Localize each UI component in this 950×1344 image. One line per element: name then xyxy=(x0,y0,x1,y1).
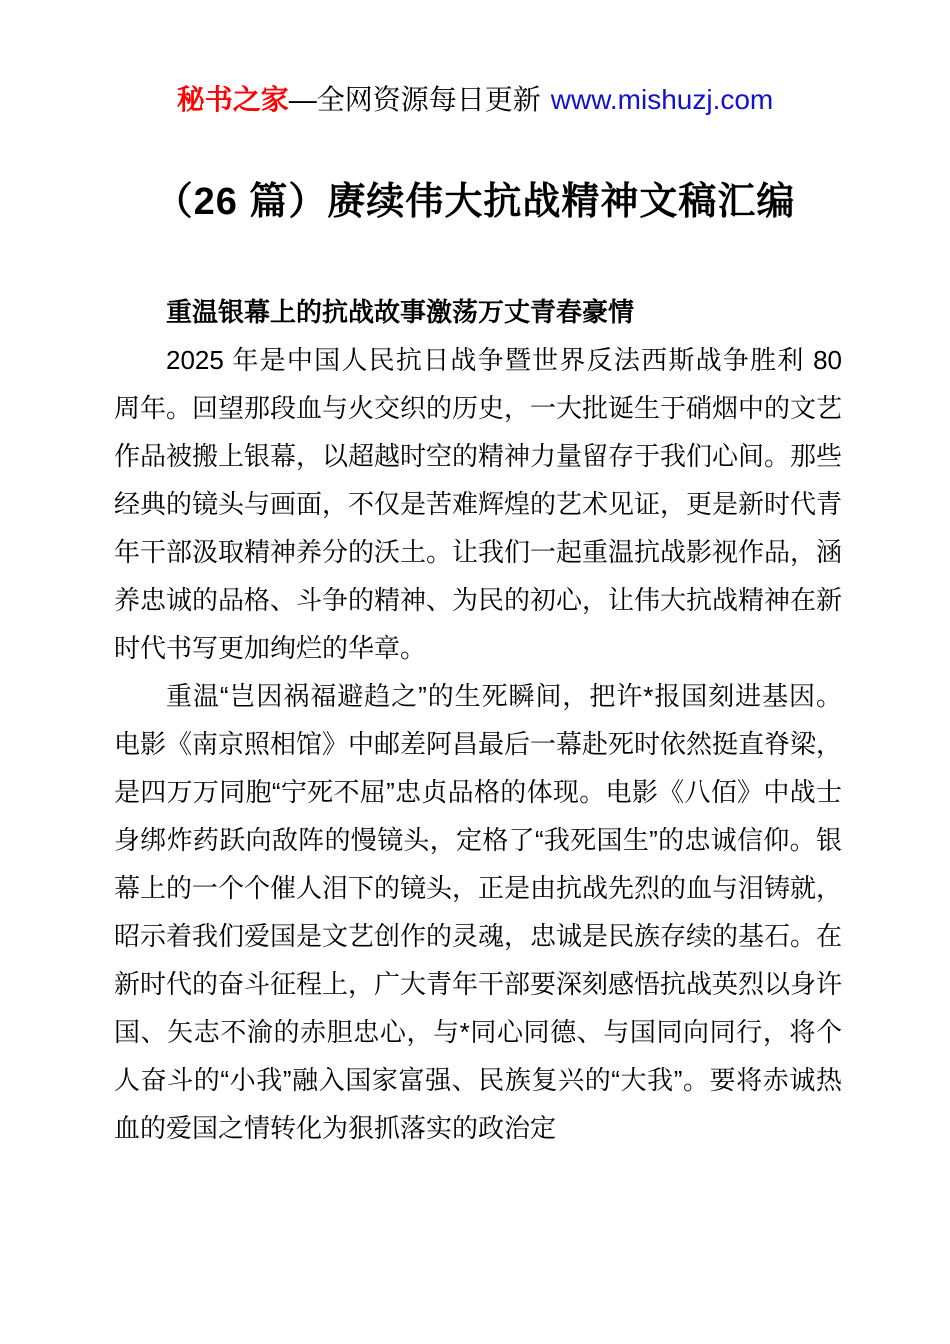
document-body xyxy=(114,288,842,1152)
site-brand: 秘书之家 xyxy=(176,84,289,115)
site-tagline: —全网资源每日更新 xyxy=(288,84,541,115)
body-paragraph: 重温“岂因祸福避趋之”的生死瞬间，把许*报国刻进基因。电影《南京照相馆》中邮差阿昌最后一幕赴死时依然挺直脊梁，是四万万同胞“宁死不屈”忠贞品格的体现。电影《八佰》中战士身绑炸药跃向敌阵的慢镜头，定格了“我死国生”的忠诚信仰。银幕上的一个个催人泪下的镜头，正是由抗战先烈的血与泪铸就，昭示着我们爱国是文艺创作的灵魂，忠诚是民族存续的基石。在新时代的奋斗征程上，广大青年干部要深刻感悟抗战英烈以身许国、矢志不渝的赤胆忠心，与*同心同德、与国同向同行，将个人奋斗的“小我”融入国家富强、民族复兴的“大我”。要将赤诚热血的爱国之情转化为狠抓落实的政治定 xyxy=(114,681,843,1143)
document-title: （26 篇）赓续伟大抗战精神文稿汇编 xyxy=(154,181,796,223)
page-header xyxy=(0,0,950,116)
section-heading: 重温银幕上的抗战故事激荡万丈青春豪情 xyxy=(166,297,635,327)
body-paragraph: 2025 年是中国人民抗日战争暨世界反法西斯战争胜利 80 周年。回望那段血与火交织的历史，一大批诞生于硝烟中的文艺作品被搬上银幕，以超越时空的精神力量留存于我们心间。那些经典的镜头与画面，不仅是苦难辉煌的艺术见证，更是新时代青年干部汲取精神养分的沃土。让我们一起重温抗战影视作品，涵养忠诚的品格、斗争的精神、为民的初心，让伟大抗战精神在新时代书写更加绚烂的华章。 xyxy=(114,345,843,663)
site-url: www.mishuzj.com xyxy=(550,84,774,115)
